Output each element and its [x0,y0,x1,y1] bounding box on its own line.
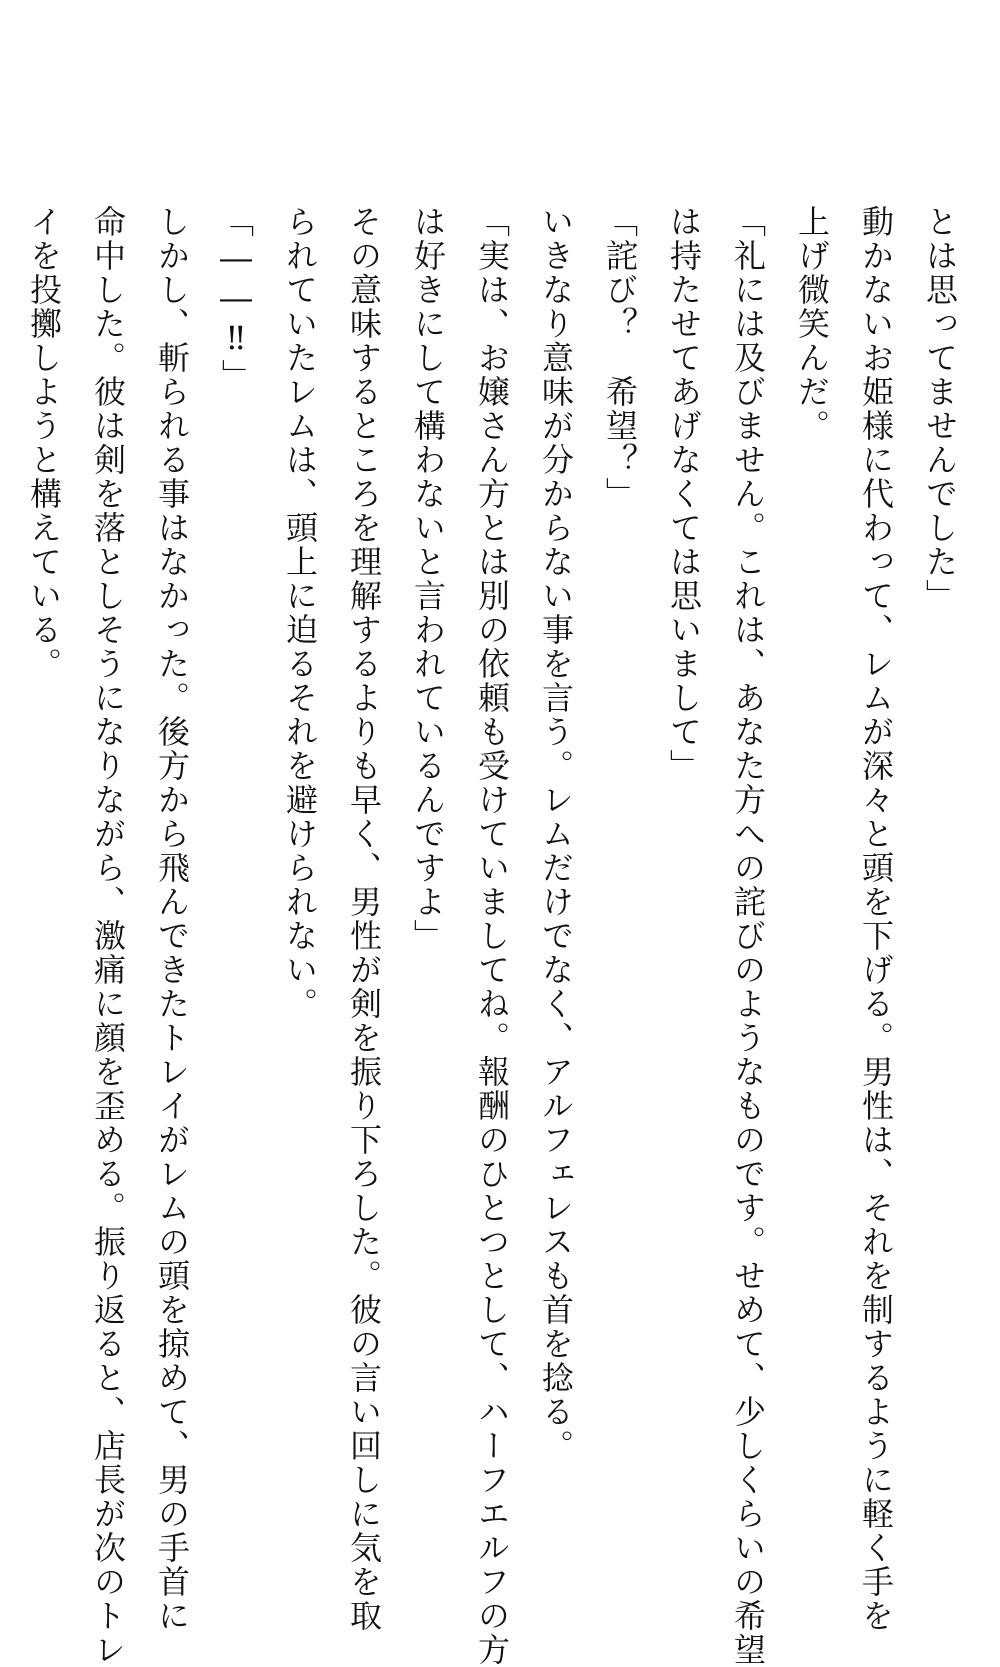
text-line [0,205,12,1385]
text-line: られていたレムは、頭上に迫るそれを避けられない。 [281,205,319,1021]
text-line: その意味するところを理解するよりも早く、男性が剣を振り下ろした。彼の言い回しに気を取 [345,205,383,1633]
text-line: 命中した。彼は剣を落としそうになりながら、激痛に顔を歪める。振り返ると、店長が次のトレ [89,205,127,1667]
text-line: 上げ微笑んだ。 [793,205,831,443]
text-line: いきなり意味が分からない事を言う。レムだけでなく、アルフェレスも首を捻る。 [537,205,575,1463]
text-line: 「詫び？ 希望？」 [601,205,639,511]
first-line-column [908,205,972,1385]
text-line: は好きにして構わないと言われているんですよ」 [409,205,447,953]
text-line: イを投擲しようと構えている。 [25,205,63,681]
text-line: 動かないお姫様に代わって、レムが深々と頭を下げる。男性は、それを制するように軽く手を [857,205,895,1633]
text-line: 「礼には及びません。これは、あなた方への詫びのようなものです。せめて、少しくらいの希望 [729,205,767,1667]
text-line: しかし、斬られる事はなかった。後方から飛んできたトレイがレムの頭を掠めて、男の手首に [153,205,191,1633]
text-line: とは思ってませんでした」 [921,205,959,613]
vertical-text-body [25,205,908,1667]
text-line: 「実は、お嬢さん方とは別の依頼も受けていましてね。報酬のひとつとして、ハーフエルフの方 [473,205,511,1667]
text-line: 「――‼」 [217,205,255,393]
text-line: は持たせてあげなくては思いまして」 [665,205,703,783]
